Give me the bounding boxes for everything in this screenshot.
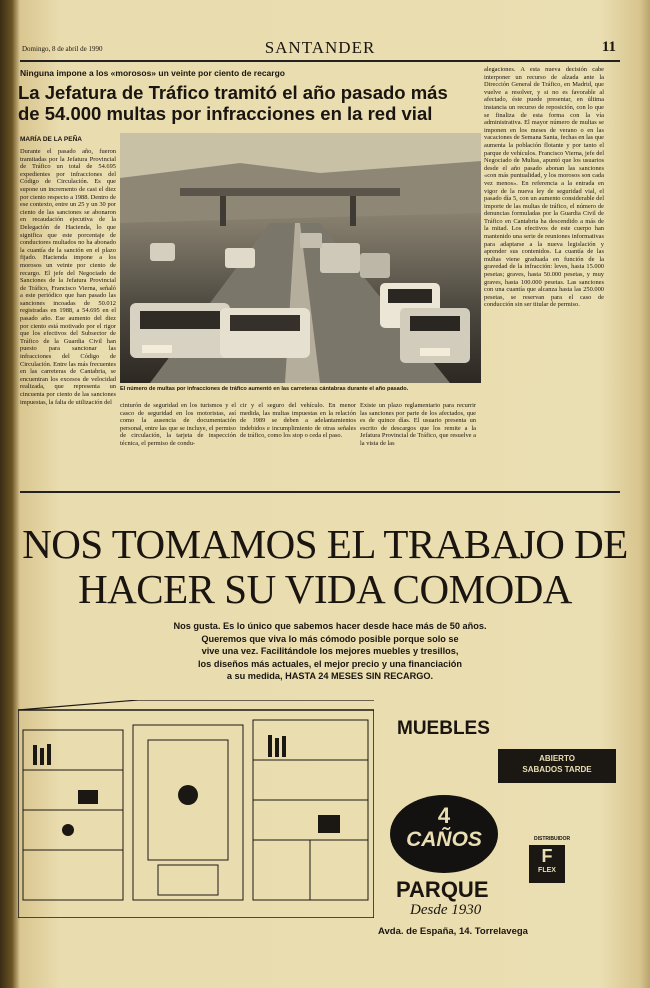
brand-logo-number: 4 bbox=[437, 803, 451, 828]
flex-mark-icon: F bbox=[541, 846, 553, 866]
traffic-photo bbox=[120, 133, 481, 383]
ad-body-line: Nos gusta. Es lo único que sabemos hacer desde hace más de 50 años. bbox=[173, 621, 487, 631]
article-byline: MARÍA DE LA PEÑA bbox=[20, 136, 82, 143]
photo-caption: El número de multas por infracciones de tráfico aumentó en las carreteras cántabras durante el año pasado. bbox=[120, 386, 409, 392]
brand-logo bbox=[390, 795, 498, 873]
bookcase-drawing bbox=[18, 700, 374, 918]
ad-body-line: vive una vez. Facilitándole los mejores muebles y tresillos, bbox=[201, 646, 459, 657]
brand-parque-label: PARQUE bbox=[396, 877, 489, 902]
article-column-3: cir y el seguro del vehículo. En menor medida, las multas impuestas en la relación de 1989 se deben a adelantamientos indebidos e incumplimiento de otras señales de tráfico, como los stop o ceda el paso. bbox=[240, 402, 356, 440]
hours-line-1: ABIERTO bbox=[539, 754, 575, 763]
distributor-label: DISTRIBUIDOR bbox=[534, 836, 571, 842]
headline-line-2: de 54.000 multas por infracciones en la red vial bbox=[18, 103, 433, 124]
store-address: Avda. de España, 14. Torrelavega bbox=[378, 926, 528, 937]
ad-slogan-line-2: HACER SU VIDA COMODA bbox=[78, 566, 572, 612]
ad-body-line: los diseños más actuales, el mejor precio y una financiación bbox=[198, 658, 462, 669]
flex-logo-text: FLEX bbox=[538, 867, 556, 874]
ad-body-line: Queremos que viva lo más cómodo posible porque solo se bbox=[201, 633, 459, 644]
flex-logo bbox=[529, 845, 565, 883]
section-title: SANTANDER bbox=[264, 38, 376, 57]
brand-logo-word: CAÑOS bbox=[406, 828, 482, 851]
ad-body-text bbox=[100, 620, 560, 683]
highway-traffic-illustration bbox=[120, 133, 481, 383]
article-column-1: Durante el pasado año, fueron tramitadas por la Jefatura Provincial de Tráfico un total de 54.695 expedientes por infracciones del Código de Circulación. Es que supone un incremento de casi el diez por ciento respecto a 1988. Dentro de ese contexto, entre un 25 y un 30 por ciento de las sanciones se abonaron en recaudación ejecutiva de la Delegación de Hacienda, lo que significa que este porcentaje de conductores multados no ha abonado la cuantía de la sanción en el plazo fijado. Hacienda impone a los morosos un veinte por ciento de recargo. El jefe del Negociado de Sanciones de la Jefatura Provincial de Tráfico, Francisco Vierna, señaló a este periódico que han pasado las sanciones incoadas de 50.012 registradas en 1988, a 54.695 en el pasado año. Ese aumento del diez por ciento está motivado por el rigor que los efectivos del Subsector de Tráfico de la Guardia Civil han puesto para sancionar las infracciones del Código de Circulación. Entre las más frecuentes en las carreteras de Cantabria, se encuentran los excesos de velocidad realizada, que representa un cincuenta por ciento de las sanciones impuestas, la falta de utilización del bbox=[20, 148, 117, 406]
ad-slogan-line-1: NOS TOMAMOS EL TRABAJO DE bbox=[22, 521, 628, 567]
hours-line-2: SABADOS TARDE bbox=[522, 765, 592, 774]
article-column-2: cinturón de seguridad en los turismos y el casco de seguridad en los motoristas, así como la ausencia de documentación personal, entre las que se incluye, el permiso de circulación, la tarjeta de inspección técnica, el permiso de condu- bbox=[120, 402, 236, 447]
headline-line-1: La Jefatura de Tráfico tramitó el año pasado más bbox=[18, 82, 448, 103]
section-divider bbox=[20, 491, 620, 493]
opening-hours-badge bbox=[498, 749, 616, 783]
founded-signature: Desde 1930 bbox=[410, 902, 482, 918]
ad-body-line: a su medida, HASTA 24 MESES SIN RECARGO. bbox=[226, 671, 434, 682]
page-header bbox=[20, 38, 620, 62]
page-number: 11 bbox=[601, 39, 616, 55]
article-kicker: Ninguna impone a los «morosos» un veinte por ciento de recargo bbox=[20, 68, 285, 78]
brand-muebles-label: MUEBLES bbox=[397, 718, 490, 739]
furniture-illustration bbox=[18, 700, 374, 918]
article-headline bbox=[18, 82, 488, 124]
issue-date: Domingo, 8 de abril de 1990 bbox=[22, 45, 103, 53]
article-column-4: Existe un plazo reglamentario para recurrir las sanciones por parte de los afectados, que es de quince días. El usuario presenta un escrito de descargos que los remite a la Jefatura Provincial de Tráfico, que resuelve a la vista de las bbox=[360, 402, 476, 447]
article-column-5: alegaciones. A esta nueva decisión cabe interponer un recurso de alzada ante la Dirección General de Tráfico, en Madrid, que vuelve a resolver, y si no es favorable al afectado, éste puede presentar, en última instancia un recurso de reposición, con lo que se finaliza de esta forma con la vía administrativa. El mayor número de multas se imponen en los meses de verano o en las vacaciones de Semana Santa, fechas en las que aumenta la población flotante y por tanto el parque de vehículos. Francisco Vierna, jefe del Negociado de Multas, apuntó que los usuarios desde el año pasado abonan las sanciones «con más puntualidad, y los morosos son cada vez menos». En referencia a la entrada en vigor de la nueva ley de seguridad vial, el pasado día 5, con un aumento considerable del importe de las multas de tráfico, el número de denuncias formuladas por la Guardia Civil de Tráfico en Cantabria ha descendido a más de la mitad. Los efectivos de este cuerpo han mantenido una serie de reuniones informativas para adaptarse a la nueva legislación y aprender sus contenidos. La cuantía de las multas viene graduada en función de la gravedad de la infracción: leves, hasta 15.000 pesetas; graves, hasta 50.000 pesetas, y muy graves, hasta 100.000 pesetas. Las sanciones con una cuantía que alcanza hasta las 250.000 pesetas, se reservan para el caso de conducción sin ser titular de permiso. bbox=[484, 66, 604, 309]
ad-slogan bbox=[0, 522, 650, 612]
